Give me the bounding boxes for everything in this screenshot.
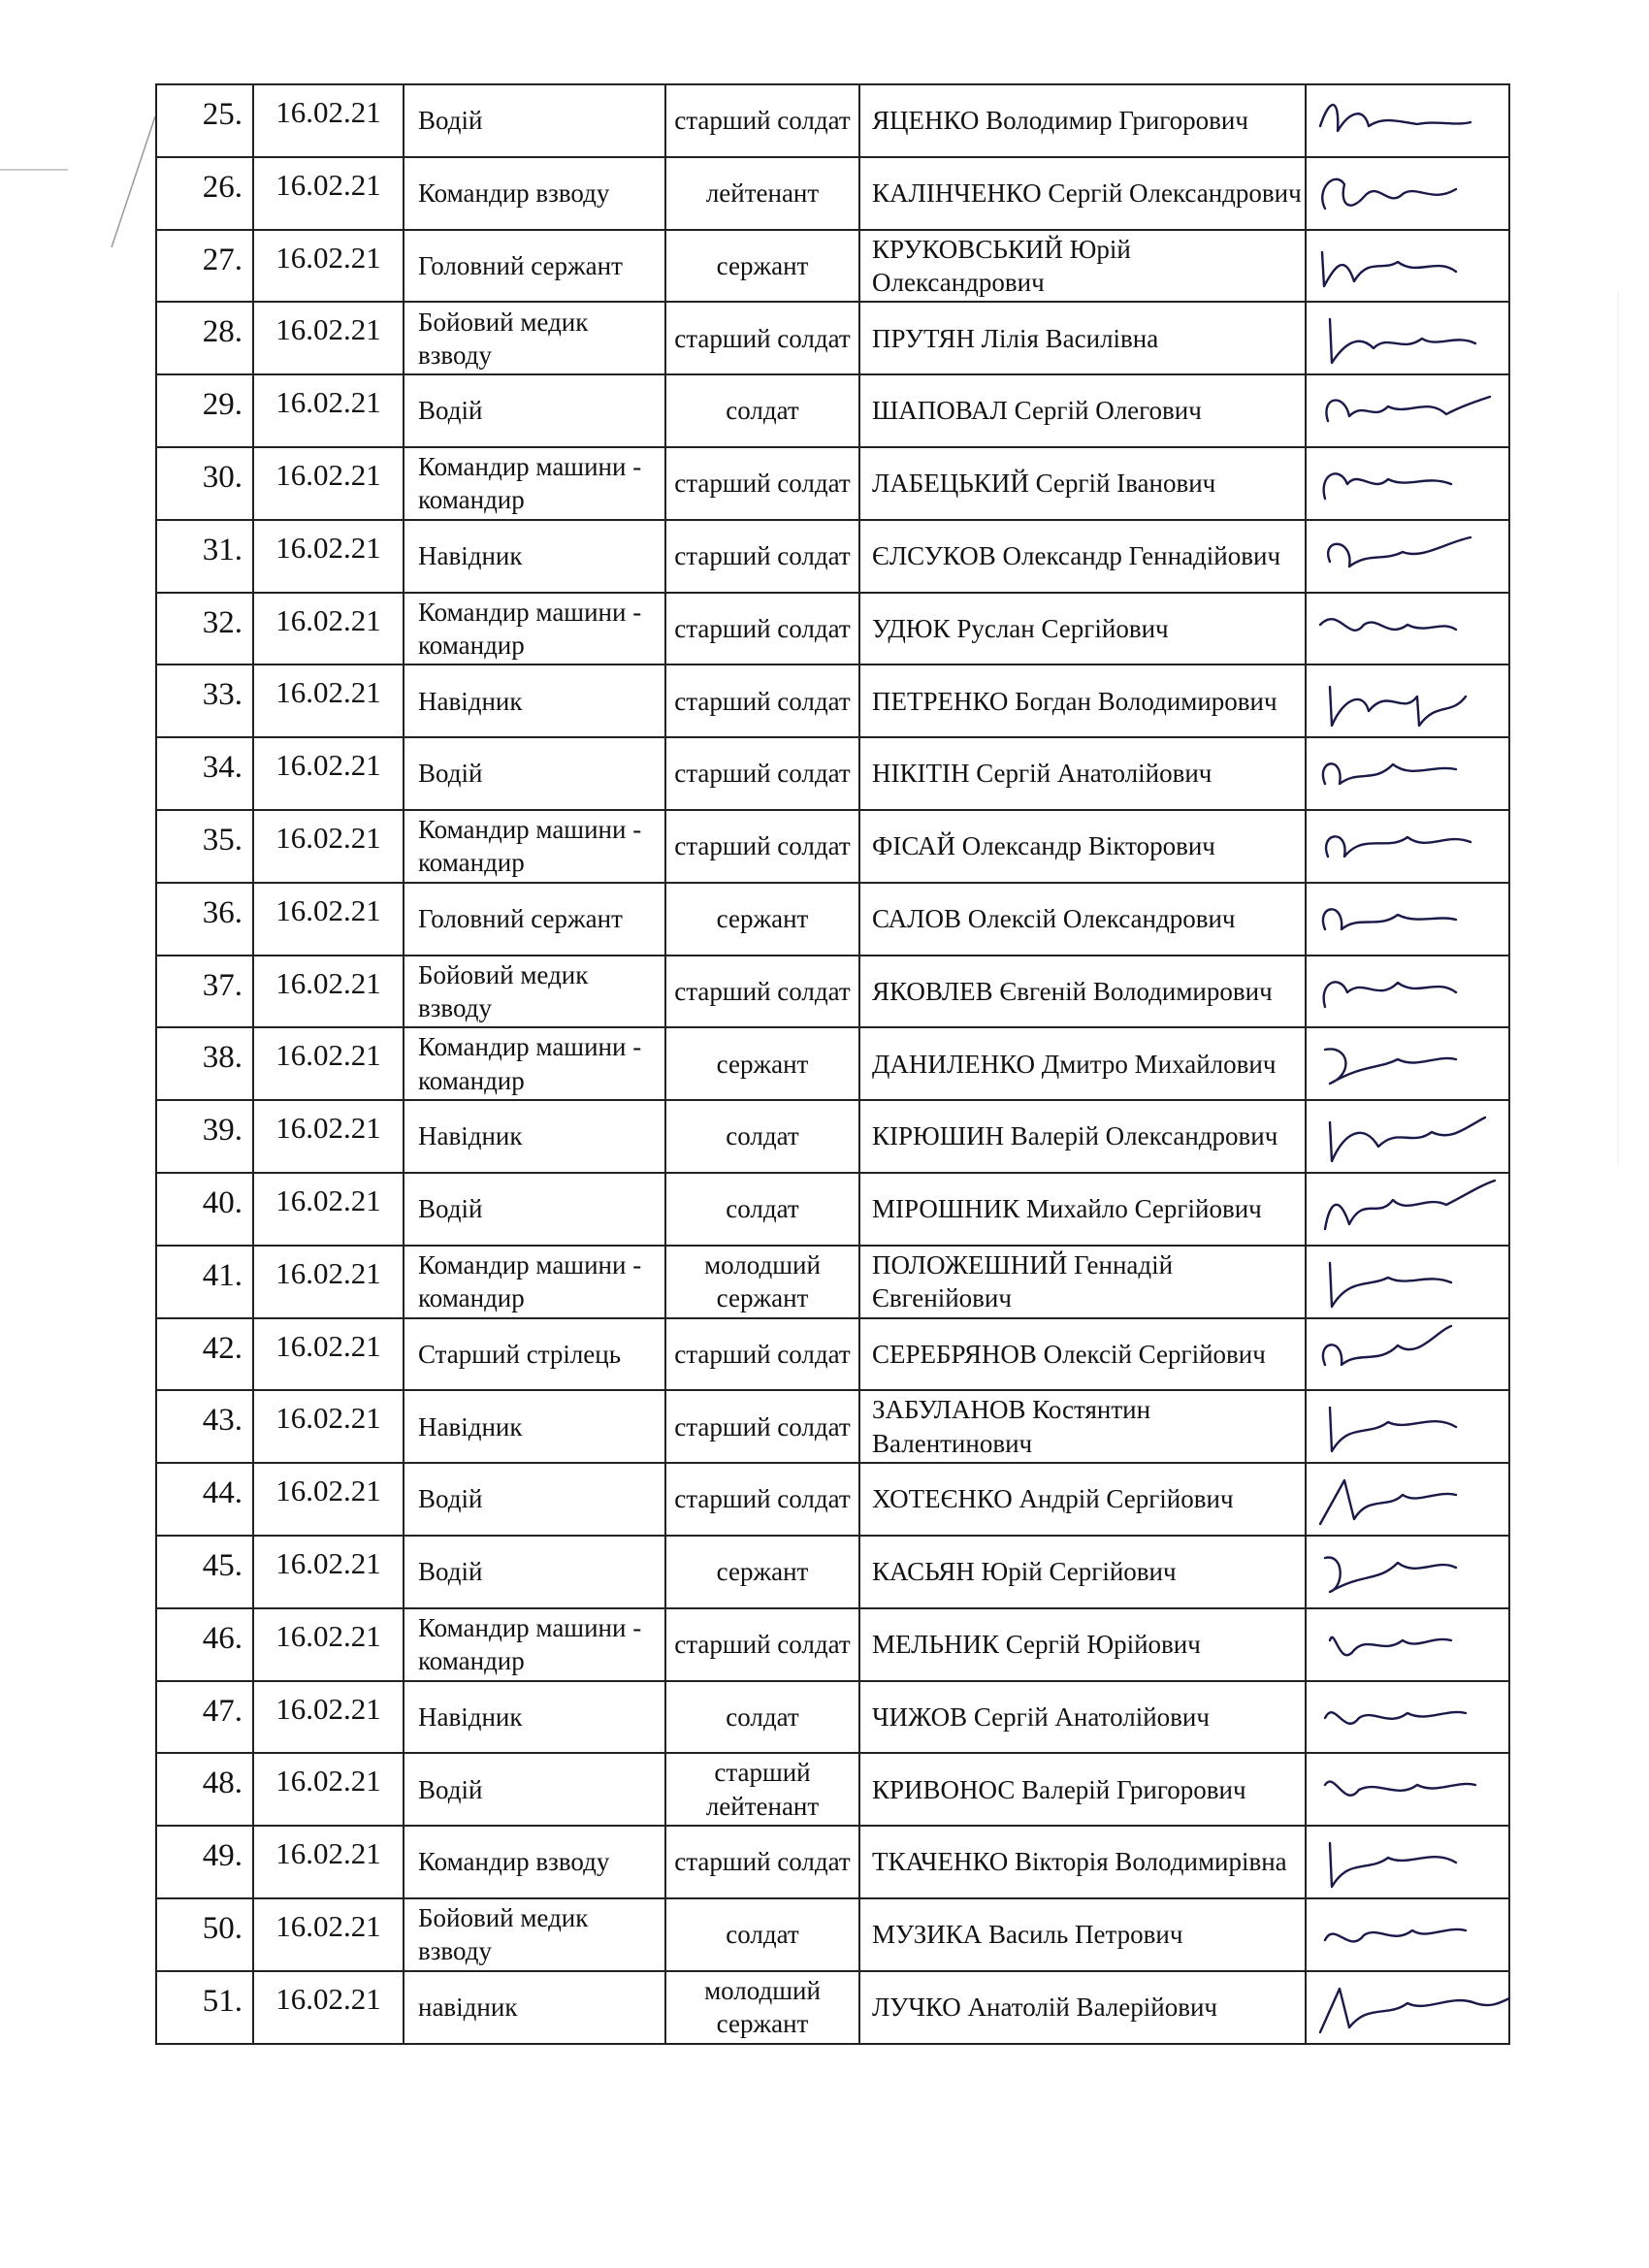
row-signature [1306,1027,1509,1100]
row-signature [1306,302,1509,374]
table-row [156,1971,1509,2044]
handwritten-signature [1310,1103,1519,1173]
row-position: навідник [404,1971,665,2044]
handwritten-signature [1310,305,1519,374]
row-number: 40. [156,1173,253,1246]
row-position: Водій [404,1753,665,1826]
row-signature [1306,84,1509,157]
row-rank: старший солдат [665,664,859,737]
row-date: 16.02.21 [253,1027,404,1100]
row-rank: старший солдат [665,593,859,665]
row-rank: старший солдат [665,1390,859,1463]
handwritten-signature [1310,886,1519,956]
row-position: Навідник [404,1390,665,1463]
row-signature [1306,1318,1509,1391]
table-row [156,883,1509,956]
handwritten-signature [1310,1393,1519,1463]
row-number: 36. [156,883,253,956]
table-row [156,1463,1509,1536]
row-number: 35. [156,810,253,883]
row-position: Водій [404,374,665,447]
row-rank: сержант [665,1536,859,1608]
row-name: КАСЬЯН Юрій Сергійович [859,1536,1306,1608]
row-number: 29. [156,374,253,447]
row-number: 51. [156,1971,253,2044]
row-number: 32. [156,593,253,665]
row-name: НІКІТІН Сергій Анатолійович [859,737,1306,810]
handwritten-signature [1310,1829,1519,1898]
row-rank: старший солдат [665,1318,859,1391]
row-signature [1306,1390,1509,1463]
table-row [156,1318,1509,1391]
row-number: 44. [156,1463,253,1536]
row-signature [1306,810,1509,883]
row-rank: солдат [665,374,859,447]
row-signature [1306,1753,1509,1826]
row-date: 16.02.21 [253,374,404,447]
row-position: Командир взводу [404,157,665,230]
row-position: Командир машини - командир [404,1027,665,1100]
row-rank: старший солдат [665,1463,859,1536]
row-signature [1306,1463,1509,1536]
row-position: Водій [404,84,665,157]
row-name: ПЕТРЕНКО Богдан Володимирович [859,664,1306,737]
row-name: КРИВОНОС Валерій Григорович [859,1753,1306,1826]
row-position: Старший стрілець [404,1318,665,1391]
row-date: 16.02.21 [253,1100,404,1173]
row-position: Навідник [404,520,665,593]
row-name: МІРОШНИК Михайло Сергійович [859,1173,1306,1246]
table-row [156,1100,1509,1173]
table-row [156,520,1509,593]
row-signature [1306,1608,1509,1681]
row-number: 41. [156,1246,253,1318]
row-number: 31. [156,520,253,593]
row-number: 50. [156,1898,253,1971]
row-rank: старший солдат [665,956,859,1028]
row-date: 16.02.21 [253,1898,404,1971]
row-signature [1306,374,1509,447]
table-row [156,230,1509,303]
table-row [156,1826,1509,1898]
row-signature [1306,1536,1509,1608]
row-name: ДАНИЛЕНКО Дмитро Михайлович [859,1027,1306,1100]
row-date: 16.02.21 [253,1681,404,1754]
row-date: 16.02.21 [253,737,404,810]
table-row [156,1173,1509,1246]
row-date: 16.02.21 [253,230,404,303]
row-signature [1306,1826,1509,1898]
handwritten-signature [1310,450,1519,520]
row-rank: солдат [665,1100,859,1173]
handwritten-signature [1310,1321,1519,1391]
handwritten-signature [1310,377,1519,447]
table-row [156,302,1509,374]
row-position: Водій [404,1536,665,1608]
row-number: 27. [156,230,253,303]
row-name: ЛАБЕЦЬКИЙ Сергій Іванович [859,447,1306,520]
row-number: 48. [156,1753,253,1826]
row-rank: сержант [665,1027,859,1100]
handwritten-signature [1310,813,1519,883]
row-name: ЯКОВЛЕВ Євгеній Володимирович [859,956,1306,1028]
handwritten-signature [1310,1756,1519,1826]
row-position: Командир машини - командир [404,447,665,520]
handwritten-signature [1310,1248,1519,1318]
row-rank: лейтенант [665,157,859,230]
row-rank: старший солдат [665,1826,859,1898]
row-date: 16.02.21 [253,302,404,374]
row-date: 16.02.21 [253,1246,404,1318]
row-date: 16.02.21 [253,1318,404,1391]
handwritten-signature [1310,1030,1519,1100]
row-position: Водій [404,1173,665,1246]
row-date: 16.02.21 [253,810,404,883]
personnel-roster-table [155,83,1510,2045]
row-date: 16.02.21 [253,520,404,593]
row-rank: старший солдат [665,737,859,810]
row-date: 16.02.21 [253,447,404,520]
row-position: Командир машини - командир [404,1608,665,1681]
row-number: 28. [156,302,253,374]
handwritten-signature [1310,1176,1519,1246]
table-row [156,374,1509,447]
row-position: Головний сержант [404,230,665,303]
row-name: ЛУЧКО Анатолій Валерійович [859,1971,1306,2044]
row-rank: старший солдат [665,302,859,374]
row-name: СЕРЕБРЯНОВ Олексій Сергійович [859,1318,1306,1391]
row-rank: старший солдат [665,520,859,593]
handwritten-signature [1310,958,1519,1028]
row-number: 49. [156,1826,253,1898]
row-rank: сержант [665,230,859,303]
row-signature [1306,1898,1509,1971]
row-signature [1306,157,1509,230]
table-row [156,1753,1509,1826]
row-position: Водій [404,1463,665,1536]
table-row [156,1681,1509,1754]
row-signature [1306,1246,1509,1318]
row-rank: сержант [665,883,859,956]
table-row [156,593,1509,665]
row-signature [1306,1173,1509,1246]
row-rank: старший солдат [665,447,859,520]
row-date: 16.02.21 [253,1390,404,1463]
handwritten-signature [1310,1466,1519,1536]
row-name: ПРУТЯН Лілія Василівна [859,302,1306,374]
handwritten-signature [1310,1539,1519,1608]
row-rank: солдат [665,1898,859,1971]
row-name: ЯЦЕНКО Володимир Григорович [859,84,1306,157]
row-date: 16.02.21 [253,956,404,1028]
row-date: 16.02.21 [253,1971,404,2044]
table-row [156,810,1509,883]
row-signature [1306,1681,1509,1754]
row-rank: молодший сержант [665,1971,859,2044]
row-signature [1306,737,1509,810]
row-position: Командир машини - командир [404,593,665,665]
row-position: Навідник [404,1681,665,1754]
row-position: Навідник [404,1100,665,1173]
row-date: 16.02.21 [253,664,404,737]
row-date: 16.02.21 [253,593,404,665]
handwritten-signature [1310,233,1519,303]
table-row [156,1246,1509,1318]
table-row [156,1027,1509,1100]
row-position: Командир взводу [404,1826,665,1898]
row-date: 16.02.21 [253,157,404,230]
row-position: Командир машини - командир [404,1246,665,1318]
row-position: Навідник [404,664,665,737]
row-date: 16.02.21 [253,84,404,157]
row-number: 26. [156,157,253,230]
row-name: УДЮК Руслан Сергійович [859,593,1306,665]
row-signature [1306,956,1509,1028]
row-date: 16.02.21 [253,1463,404,1536]
row-name: ЗАБУЛАНОВ Костянтин Валентинович [859,1390,1306,1463]
row-signature [1306,520,1509,593]
handwritten-signature [1310,1611,1519,1681]
row-position: Водій [404,737,665,810]
table-row [156,737,1509,810]
row-date: 16.02.21 [253,883,404,956]
row-rank: старший солдат [665,810,859,883]
row-number: 25. [156,84,253,157]
table-row [156,84,1509,157]
handwritten-signature [1310,523,1519,593]
row-name: КАЛІНЧЕНКО Сергій Олександрович [859,157,1306,230]
row-number: 38. [156,1027,253,1100]
row-rank: старший лейтенант [665,1753,859,1826]
row-name: ШАПОВАЛ Сергій Олегович [859,374,1306,447]
row-name: ХОТЕЄНКО Андрій Сергійович [859,1463,1306,1536]
row-date: 16.02.21 [253,1536,404,1608]
row-signature [1306,230,1509,303]
handwritten-signature [1310,160,1519,230]
row-name: ЧИЖОВ Сергій Анатолійович [859,1681,1306,1754]
row-number: 45. [156,1536,253,1608]
handwritten-signature [1310,740,1519,810]
table-row [156,664,1509,737]
row-number: 43. [156,1390,253,1463]
row-number: 33. [156,664,253,737]
row-number: 34. [156,737,253,810]
row-date: 16.02.21 [253,1608,404,1681]
row-name: САЛОВ Олексій Олександрович [859,883,1306,956]
row-name: ПОЛОЖЕШНИЙ Геннадій Євгенійович [859,1246,1306,1318]
table-row [156,1390,1509,1463]
row-number: 46. [156,1608,253,1681]
row-name: КІРЮШИН Валерій Олександрович [859,1100,1306,1173]
row-signature [1306,447,1509,520]
row-name: ЄЛСУКОВ Олександр Геннадійович [859,520,1306,593]
table-row [156,956,1509,1028]
row-number: 42. [156,1318,253,1391]
row-number: 37. [156,956,253,1028]
row-name: КРУКОВСЬКИЙ Юрій Олександрович [859,230,1306,303]
row-signature [1306,1100,1509,1173]
table-row [156,1536,1509,1608]
table-row [156,447,1509,520]
table-row [156,157,1509,230]
row-signature [1306,593,1509,665]
row-date: 16.02.21 [253,1173,404,1246]
row-date: 16.02.21 [253,1826,404,1898]
row-signature [1306,1971,1509,2044]
handwritten-signature [1310,1684,1519,1754]
row-rank: солдат [665,1173,859,1246]
row-date: 16.02.21 [253,1753,404,1826]
handwritten-signature [1310,667,1519,737]
row-rank: солдат [665,1681,859,1754]
handwritten-signature [1310,1974,1519,2044]
row-rank: старший солдат [665,1608,859,1681]
row-number: 39. [156,1100,253,1173]
row-signature [1306,883,1509,956]
table-row [156,1608,1509,1681]
row-name: ТКАЧЕНКО Вікторія Володимирівна [859,1826,1306,1898]
row-name: МЕЛЬНИК Сергій Юрійович [859,1608,1306,1681]
row-name: ФІСАЙ Олександр Вікторович [859,810,1306,883]
row-number: 30. [156,447,253,520]
row-position: Бойовий медик взводу [404,1898,665,1971]
table-row [156,1898,1509,1971]
row-number: 47. [156,1681,253,1754]
handwritten-signature [1310,1901,1519,1971]
row-position: Бойовий медик взводу [404,302,665,374]
row-rank: молодший сержант [665,1246,859,1318]
handwritten-signature [1310,87,1519,157]
handwritten-signature [1310,596,1519,665]
row-position: Командир машини - командир [404,810,665,883]
row-position: Головний сержант [404,883,665,956]
row-signature [1306,664,1509,737]
row-name: МУЗИКА Василь Петрович [859,1898,1306,1971]
row-rank: старший солдат [665,84,859,157]
row-position: Бойовий медик взводу [404,956,665,1028]
